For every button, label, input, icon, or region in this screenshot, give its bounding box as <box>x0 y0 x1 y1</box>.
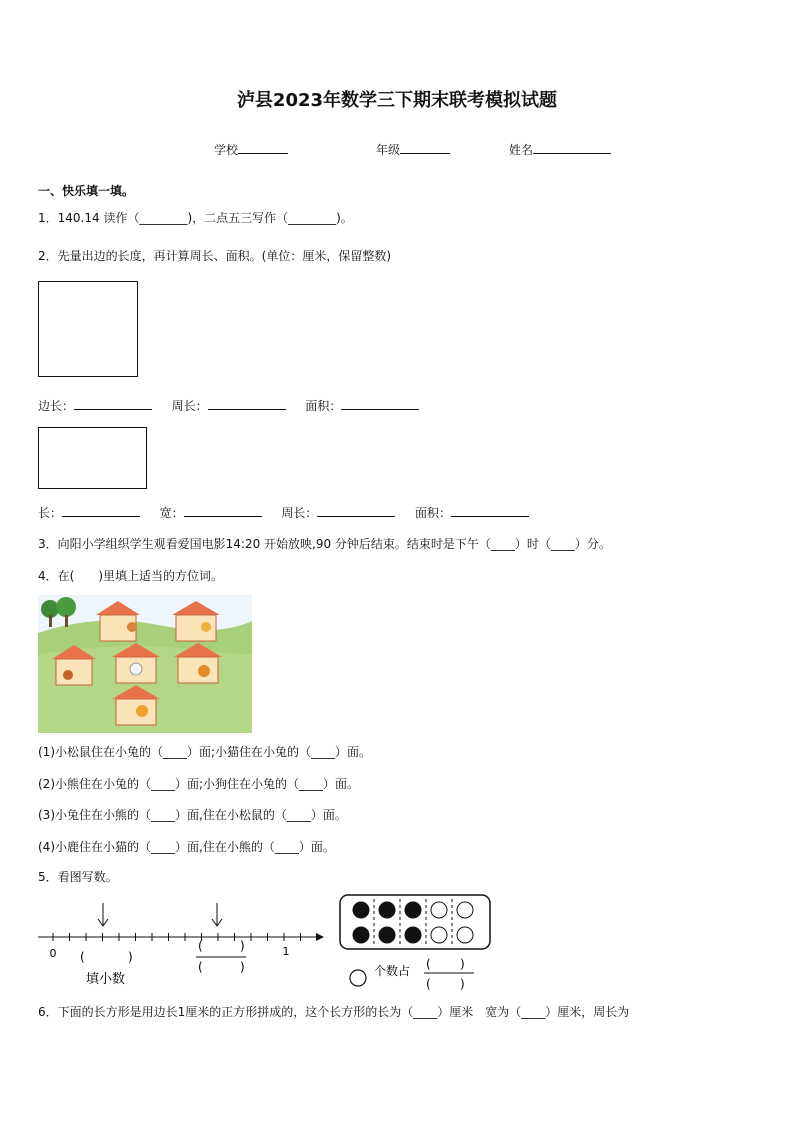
square-figure <box>38 281 138 377</box>
empty-dot <box>431 927 447 943</box>
frac-den-close: ) <box>240 960 245 974</box>
q4-item-4: (4)小鹿住在小猫的（____）面,住在小熊的（____）面。 <box>38 840 335 854</box>
frac-den-open: ( <box>198 960 203 974</box>
blank-circle <box>350 970 366 986</box>
paren-open: ( <box>80 950 85 964</box>
filled-dot <box>353 927 369 943</box>
name-label: 姓名 <box>509 143 534 157</box>
perimeter2-label: 周长： <box>281 506 318 520</box>
question-4: 4．在( )里填上适当的方位词。 <box>38 569 223 583</box>
name-field <box>509 141 611 158</box>
page-title: 泸县2023年数学三下期末联考模拟试题 <box>236 90 558 111</box>
question-5: 5．看图写数。 <box>38 870 118 884</box>
grade-label: 年级 <box>376 143 401 157</box>
area-blank[interactable] <box>341 397 419 410</box>
width-blank[interactable] <box>184 504 262 517</box>
grade-blank[interactable] <box>400 141 450 154</box>
filled-dot <box>405 902 421 918</box>
dots-frac-num-open: ( <box>426 957 431 971</box>
area2-blank[interactable] <box>451 504 529 517</box>
side-label: 边长： <box>38 399 75 413</box>
dots-frac-num-close: ) <box>460 957 465 971</box>
empty-dot <box>457 902 473 918</box>
q2-row2 <box>38 504 529 521</box>
perimeter-label: 周长： <box>171 399 208 413</box>
school-field <box>214 141 288 158</box>
q4-item-1: (1)小松鼠住在小兔的（____）面;小猫住在小兔的（____）面。 <box>38 745 372 759</box>
number-line-start: 0 <box>49 947 57 960</box>
dots-frac-den-close: ) <box>460 977 465 991</box>
school-blank[interactable] <box>238 141 288 154</box>
number-line-end: 1 <box>282 945 290 958</box>
rectangle-figure <box>38 427 147 489</box>
area-label: 面积： <box>305 399 342 413</box>
dots-figure <box>338 893 494 993</box>
grade-field <box>376 141 450 158</box>
perimeter2-blank[interactable] <box>317 504 395 517</box>
section-1-heading: 一、快乐填一填。 <box>38 184 135 198</box>
question-2: 2．先量出边的长度，再计算周长、面积。(单位：厘米，保留整数) <box>38 249 392 263</box>
question-3: 3．向阳小学组织学生观看爱国电影14:20 开始放映,90 分钟后结束。结束时是下午（____）时（____）分。 <box>38 537 611 551</box>
area2-label: 面积： <box>415 506 452 520</box>
dots-caption: 个数占 <box>374 964 411 978</box>
q4-item-3: (3)小兔住在小熊的（____）面,住在小松鼠的（____）面。 <box>38 808 347 822</box>
width-label: 宽： <box>159 506 184 520</box>
length-label: 长： <box>38 506 63 520</box>
filled-dot <box>353 902 369 918</box>
dots-frac-den-open: ( <box>426 977 431 991</box>
q4-item-2: (2)小熊住在小兔的（____）面;小狗住在小兔的（____）面。 <box>38 777 360 791</box>
number-line <box>36 895 326 990</box>
filled-dot <box>379 902 395 918</box>
filled-dot <box>379 927 395 943</box>
name-blank[interactable] <box>533 141 611 154</box>
empty-dot <box>457 927 473 943</box>
filled-dot <box>405 927 421 943</box>
school-label: 学校 <box>214 143 239 157</box>
empty-dot <box>431 902 447 918</box>
paren-close: ) <box>128 950 133 964</box>
animal-houses-illustration <box>38 595 252 733</box>
perimeter-blank[interactable] <box>208 397 286 410</box>
q2-row1 <box>38 397 419 414</box>
frac-num-close: ) <box>240 939 245 953</box>
question-6: 6．下面的长方形是用边长1厘米的正方形拼成的，这个长方形的长为（____）厘米 宽为（____）厘米，周长为 <box>38 1005 630 1019</box>
length-blank[interactable] <box>62 504 140 517</box>
number-line-caption: 填小数 <box>86 972 126 987</box>
side-blank[interactable] <box>74 397 152 410</box>
question-1: 1．140.14 读作（________)，二点五三写作（________)。 <box>38 211 353 225</box>
frac-num-open: ( <box>198 939 203 953</box>
